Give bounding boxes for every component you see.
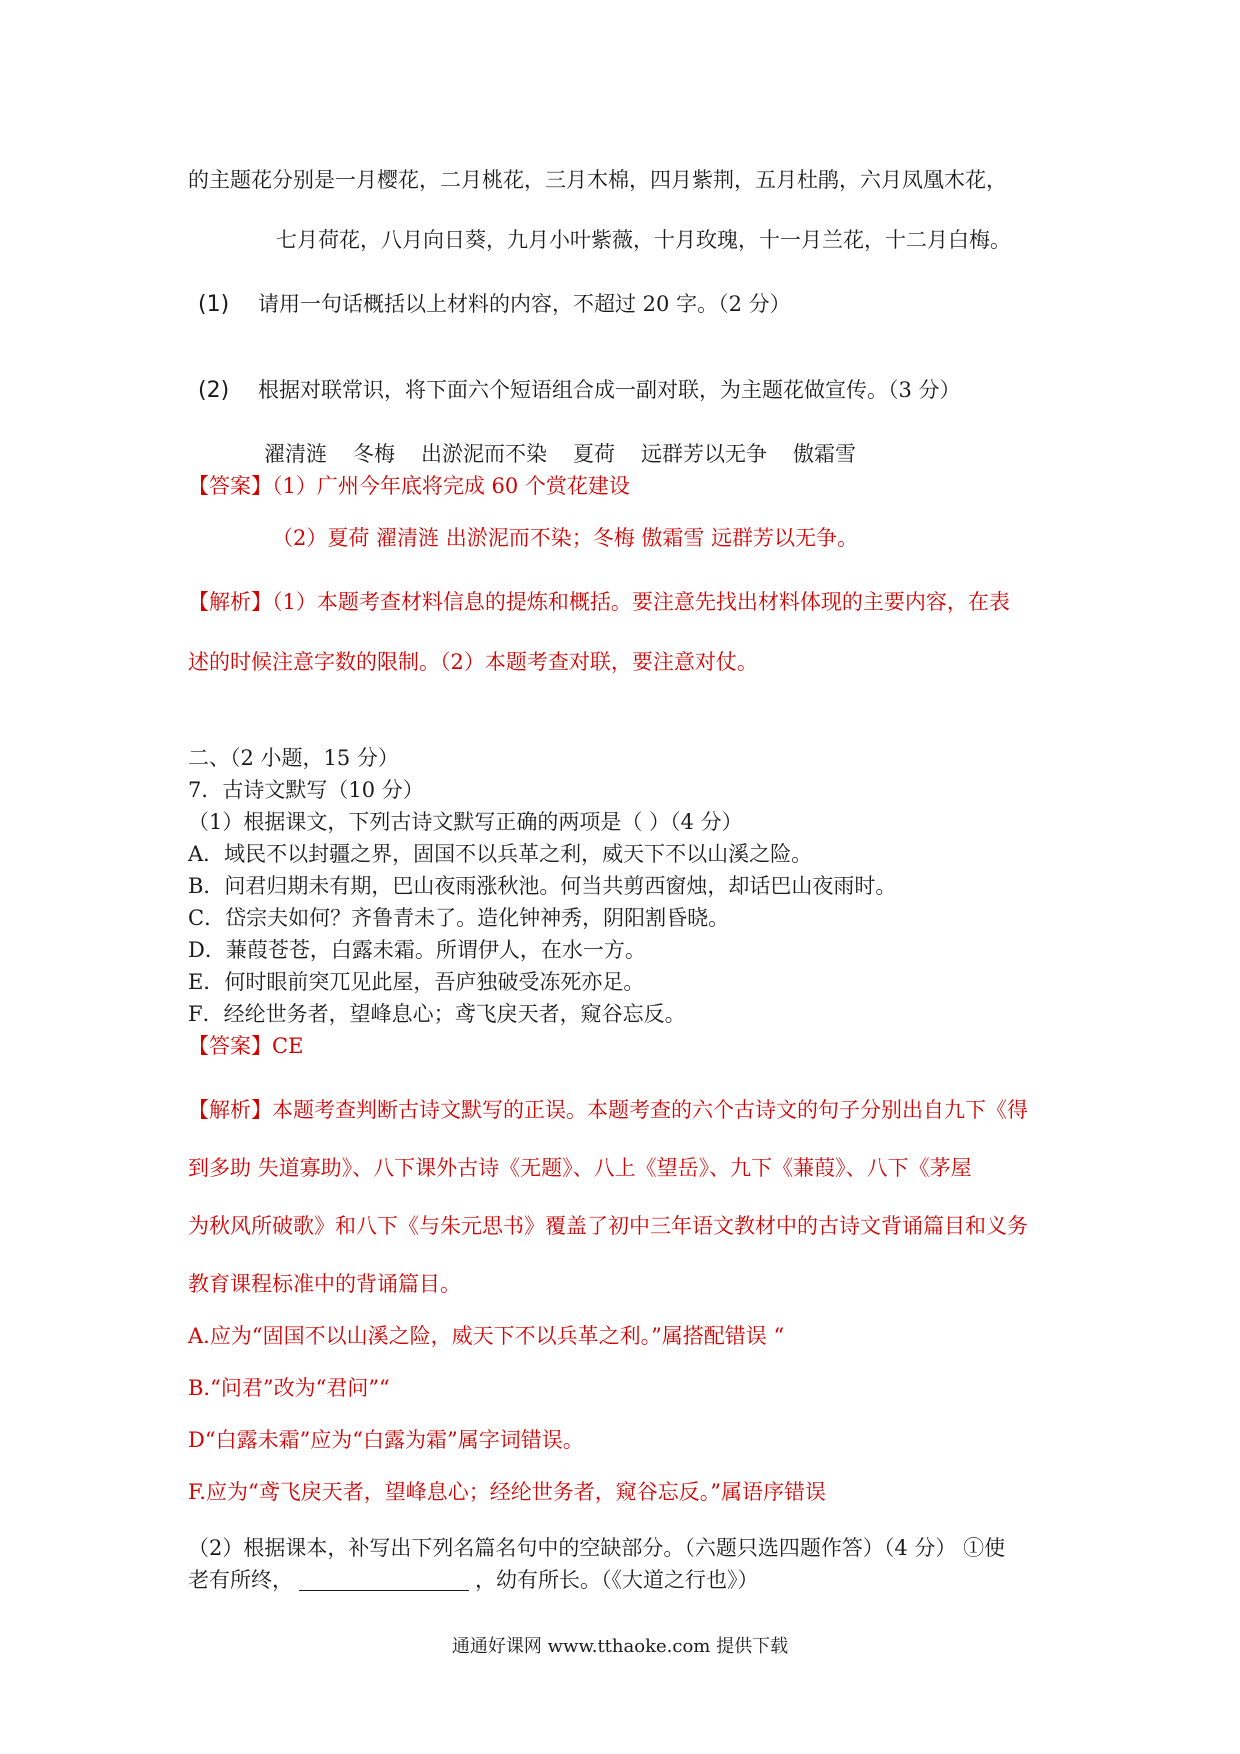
material-line-1: 的主题花分别是一月樱花，二月桃花，三月木棉，四月紫荆，五月杜鹃，六月凤凰木花， <box>188 168 1007 192</box>
option-d: D．蒹葭苍苍，白露未霜。所谓伊人，在水一方。 <box>188 938 646 962</box>
page-footer: 通通好课网 www.tthaoke.com 提供下载 <box>451 1636 789 1657</box>
material-line-2: 七月荷花，八月向日葵，九月小叶紫薇，十月玫瑰，十一月兰花，十二月白梅。 <box>276 228 1011 252</box>
q6-part-2-number: (2) <box>198 378 230 403</box>
q7-analysis-line: 为秋风所破歌》和八下《与朱元思书》覆盖了初中三年语文教材中的古诗文背诵篇目和义务 <box>188 1214 1028 1238</box>
phrase: 出淤泥而不染 <box>421 442 547 466</box>
q6-answer-2: （2）夏荷 濯清涟 出淤泥而不染；冬梅 傲霜雪 远群芳以无争。 <box>272 526 859 550</box>
option-a: A．域民不以封疆之界，固国不以兵革之利，威天下不以山溪之险。 <box>188 842 813 866</box>
option-b: B．问君归期未有期，巴山夜雨涨秋池。何当共剪西窗烛，却话巴山夜雨时。 <box>188 874 897 898</box>
answer-blank[interactable] <box>299 1568 469 1591</box>
q7-1-answer: 【答案】CE <box>188 1034 304 1058</box>
q7-2-stem: （2）根据课本，补写出下列名篇名句中的空缺部分。（六题只选四题作答）（4 分） ①使 <box>188 1536 1006 1560</box>
q7-analysis-line: B.“问君”改为“君问”“ <box>188 1376 390 1400</box>
q6-part-1 <box>198 290 791 319</box>
phrase: 傲霜雪 <box>793 442 856 466</box>
q7-analysis-line: 到多助 失道寡助》、八下课外古诗《无题》、八上《望岳》、九下《蒹葭》、八下《茅屋 <box>188 1156 972 1180</box>
q7-analysis-line: 【解析】本题考查判断古诗文默写的正误。本题考查的六个古诗文的句子分别出自九下《得 <box>188 1098 1028 1122</box>
section-2-header: 二、（2 小题，15 分） <box>188 746 399 770</box>
option-e: E．何时眼前突兀见此屋，吾庐独破受冻死亦足。 <box>188 970 645 994</box>
q7-2-fill-line <box>188 1566 759 1594</box>
q7-analysis-line: 教育课程标准中的背诵篇目。 <box>188 1272 461 1296</box>
phrase: 远群芳以无争 <box>641 442 767 466</box>
q6-analysis-1: 【解析】（1）本题考查材料信息的提炼和概括。要注意先找出材料体现的主要内容，在表 <box>188 590 1010 614</box>
q6-answer-1: 【答案】（1）广州今年底将完成 60 个赏花建设 <box>188 474 630 498</box>
phrase: 夏荷 <box>573 442 615 466</box>
q6-analysis-2: 述的时候注意字数的限制。（2）本题考查对联，要注意对仗。 <box>188 650 758 674</box>
option-c: C．岱宗夫如何？齐鲁青未了。造化钟神秀，阴阳割昏晓。 <box>188 906 730 930</box>
q6-phrases <box>264 440 882 468</box>
q7-analysis-line: D“白露未霜”应为“白露为霜”属字词错误。 <box>188 1428 584 1452</box>
q7-2-before: 老有所终， <box>188 1568 293 1592</box>
phrase: 冬梅 <box>353 442 395 466</box>
q7-analysis-line: A.应为“固国不以山溪之险，威天下不以兵革之利。”属搭配错误 “ <box>188 1324 785 1348</box>
q7-2-after: ，幼有所长。（《大道之行也》） <box>475 1568 759 1592</box>
q7-1-stem: （1）根据课文，下列古诗文默写正确的两项是（ ）（4 分） <box>188 810 743 834</box>
q6-part-1-number: (1) <box>198 292 230 317</box>
q6-part-1-text: 请用一句话概括以上材料的内容，不超过 20 字。（2 分） <box>258 292 791 316</box>
q6-part-2 <box>198 376 961 405</box>
phrase: 濯清涟 <box>264 442 327 466</box>
q7-title: 7．古诗文默写（10 分） <box>188 778 424 802</box>
q6-part-2-text: 根据对联常识，将下面六个短语组合成一副对联，为主题花做宣传。（3 分） <box>258 378 961 402</box>
option-f: F．经纶世务者，望峰息心；鸢飞戾天者，窥谷忘反。 <box>188 1002 686 1026</box>
q7-analysis-line: F.应为“鸢飞戾天者，望峰息心；经纶世务者，窥谷忘反。”属语序错误 <box>188 1480 826 1504</box>
